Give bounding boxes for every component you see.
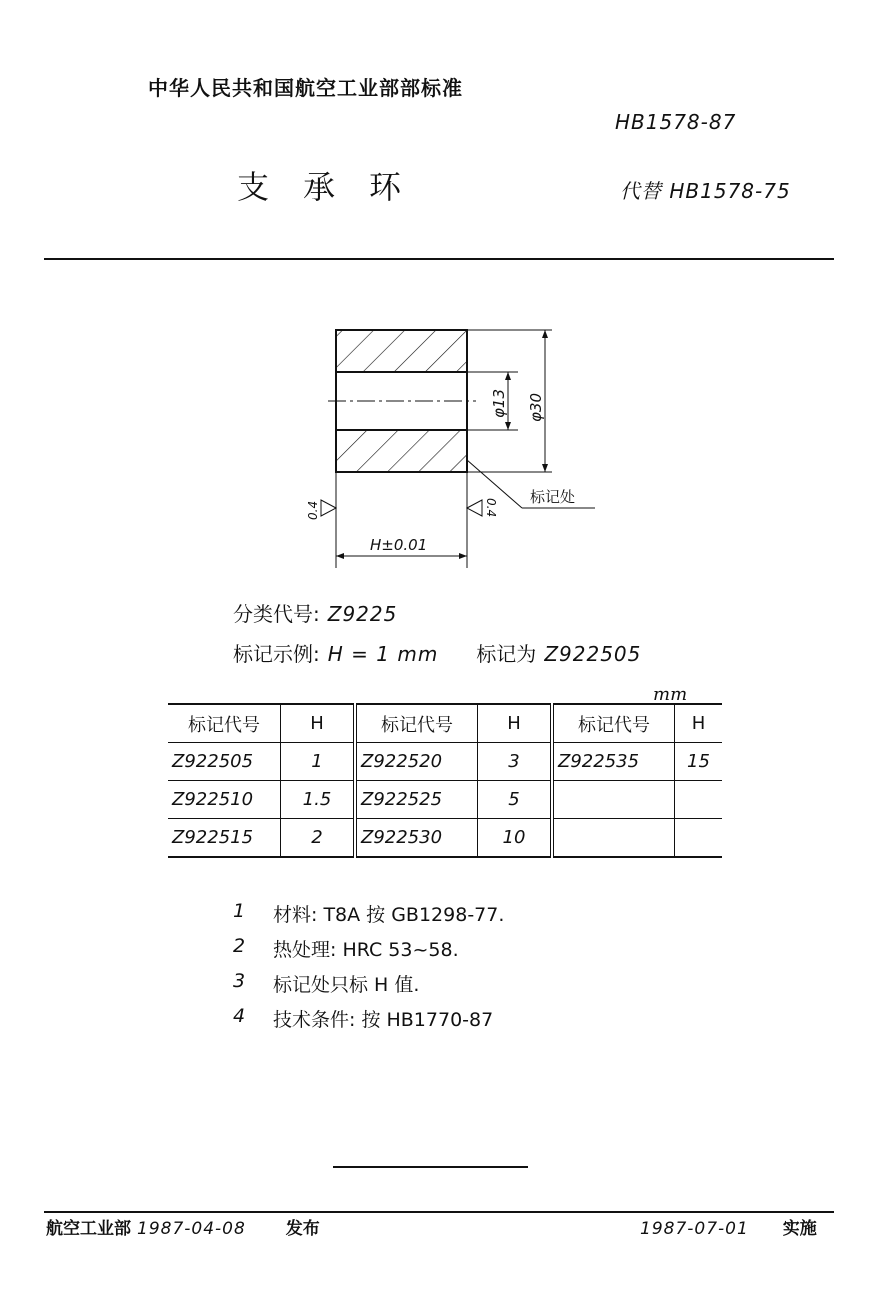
note-item xyxy=(233,900,504,935)
table-header-cell: 标记代号 xyxy=(355,704,478,743)
table-header-cell: 标记代号 xyxy=(168,704,281,743)
note-text: 热处理: HRC 53~58. xyxy=(273,939,459,961)
table-cell xyxy=(552,781,675,819)
classification-label: 分类代号: xyxy=(233,602,320,626)
table-cell xyxy=(675,781,723,819)
issue-word: 发布 xyxy=(285,1219,320,1239)
replaces-standard: 代替 HB1578-75 xyxy=(620,179,791,203)
table-header-cell: H xyxy=(675,704,723,743)
standard-code: HB1578-87 xyxy=(615,110,737,134)
dim-height: H±0.01 xyxy=(370,536,428,554)
table-cell: 10 xyxy=(478,819,553,858)
table-header-cell: H xyxy=(281,704,356,743)
note-number: 1 xyxy=(233,900,246,922)
note-number: 2 xyxy=(233,935,246,957)
marking-example-label: 标记示例: xyxy=(233,642,320,666)
note-number: 4 xyxy=(233,1005,246,1027)
note-number: 3 xyxy=(233,970,246,992)
table-row xyxy=(168,743,722,781)
table-header-cell: 标记代号 xyxy=(552,704,675,743)
top-rule xyxy=(44,258,834,260)
footer-rule xyxy=(44,1211,834,1213)
table-cell: 5 xyxy=(478,781,553,819)
table-cell: Z922505 xyxy=(168,743,281,781)
footer-effective xyxy=(640,1214,817,1239)
table-cell: 1.5 xyxy=(281,781,356,819)
footer-issue xyxy=(46,1214,320,1239)
table-row xyxy=(168,819,722,858)
upper-hatch-section xyxy=(336,330,467,372)
table-cell: Z922520 xyxy=(355,743,478,781)
part-drawing xyxy=(290,320,620,570)
issue-date: 1987-04-08 xyxy=(137,1219,246,1239)
table-header-cell: H xyxy=(478,704,553,743)
table-row xyxy=(168,781,722,819)
table-cell: Z922510 xyxy=(168,781,281,819)
table-cell: 3 xyxy=(478,743,553,781)
roughness-right: 0.4 xyxy=(484,498,498,518)
table-cell: 2 xyxy=(281,819,356,858)
marking-result-label: 标记为 xyxy=(476,642,537,666)
table-cell: Z922535 xyxy=(552,743,675,781)
issuer: 航空工业部 xyxy=(46,1219,131,1239)
table-cell: Z922525 xyxy=(355,781,478,819)
marking-example-value: H = 1 mm xyxy=(327,642,439,666)
note-item xyxy=(233,970,504,1005)
standard-org-title: 中华人民共和国航空工业部部标准 xyxy=(148,76,463,100)
table-cell: Z922530 xyxy=(355,819,478,858)
table-unit: mm xyxy=(653,684,688,705)
technical-notes xyxy=(233,900,504,1040)
note-text: 标记处只标 H 值. xyxy=(273,974,420,996)
effective-date: 1987-07-01 xyxy=(640,1219,749,1239)
effective-word: 实施 xyxy=(782,1219,817,1239)
table-cell xyxy=(675,819,723,858)
marking-location-label: 标记处 xyxy=(530,488,576,506)
lower-hatch-section xyxy=(336,430,467,472)
classification-line xyxy=(233,598,397,627)
document-title: 支承环 xyxy=(237,168,436,206)
note-text: 技术条件: 按 HB1770-87 xyxy=(273,1009,494,1031)
marking-example-line xyxy=(233,638,641,667)
note-item xyxy=(233,935,504,970)
table-cell xyxy=(552,819,675,858)
note-text: 材料: T8A 按 GB1298-77. xyxy=(273,904,505,926)
dim-outer-diameter: φ30 xyxy=(527,393,545,422)
note-item xyxy=(233,1005,504,1040)
table-cell: Z922515 xyxy=(168,819,281,858)
dim-inner-diameter: φ13 xyxy=(490,389,508,418)
marking-code-table xyxy=(168,703,722,858)
table-header-row xyxy=(168,704,722,743)
end-rule xyxy=(333,1166,528,1168)
roughness-left: 0.4 xyxy=(306,500,320,520)
table-cell: 15 xyxy=(675,743,723,781)
classification-code: Z9225 xyxy=(327,602,398,626)
table-cell: 1 xyxy=(281,743,356,781)
marking-result-value: Z922505 xyxy=(544,642,642,666)
